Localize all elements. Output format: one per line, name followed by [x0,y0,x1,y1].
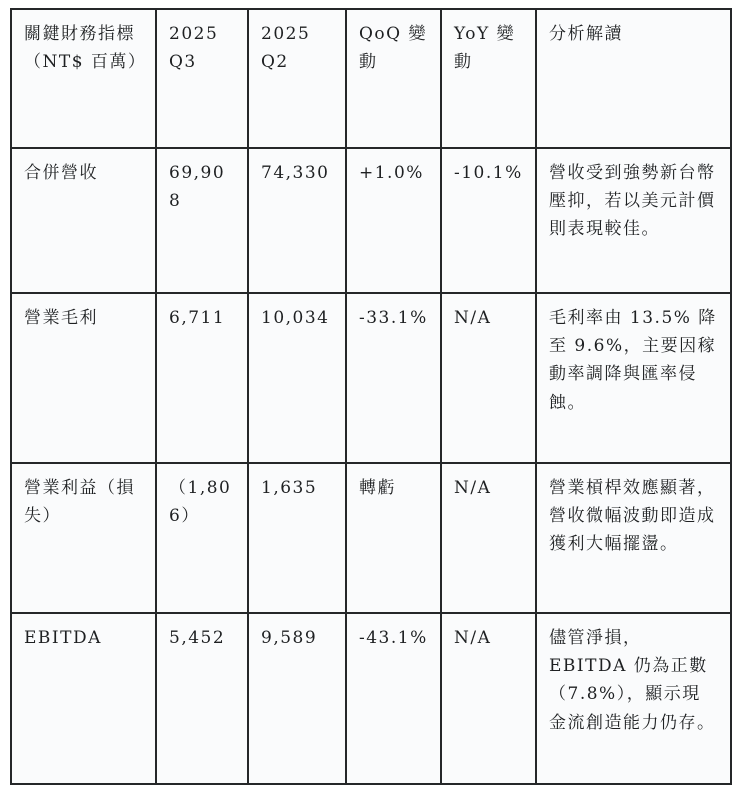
cell-analysis: 營業槓桿效應顯著，營收微幅波動即造成獲利大幅擺盪。 [536,463,731,613]
header-cell-indicator: 關鍵財務指標（NT$ 百萬） [11,9,156,148]
cell-analysis: 儘管淨損，EBITDA 仍為正數（7.8%），顯示現金流創造能力仍存。 [536,613,731,784]
cell-analysis: 營收受到強勢新台幣壓抑，若以美元計價則表現較佳。 [536,148,731,293]
table-row [11,463,731,613]
cell-q3-2025: 5,452 [156,613,248,784]
table-header-row [11,9,731,148]
cell-q2-2025: 74,330 [248,148,346,293]
cell-indicator: 營業利益（損失） [11,463,156,613]
table-row [11,613,731,784]
cell-yoy-change: N/A [441,613,536,784]
header-cell-q3-2025: 2025 Q3 [156,9,248,148]
header-cell-qoq-change: QoQ 變動 [346,9,441,148]
cell-q2-2025: 1,635 [248,463,346,613]
cell-q2-2025: 9,589 [248,613,346,784]
cell-analysis: 毛利率由 13.5% 降至 9.6%，主要因稼動率調降與匯率侵蝕。 [536,293,731,463]
cell-qoq-change: -43.1% [346,613,441,784]
cell-qoq-change: 轉虧 [346,463,441,613]
cell-yoy-change: N/A [441,293,536,463]
header-cell-yoy-change: YoY 變動 [441,9,536,148]
cell-yoy-change: -10.1% [441,148,536,293]
header-cell-q2-2025: 2025 Q2 [248,9,346,148]
header-cell-analysis: 分析解讀 [536,9,731,148]
cell-indicator: EBITDA [11,613,156,784]
financial-metrics-table [10,8,732,785]
cell-q3-2025: 6,711 [156,293,248,463]
cell-yoy-change: N/A [441,463,536,613]
cell-indicator: 營業毛利 [11,293,156,463]
cell-q3-2025: （1,806） [156,463,248,613]
cell-q2-2025: 10,034 [248,293,346,463]
cell-q3-2025: 69,908 [156,148,248,293]
table-row [11,148,731,293]
cell-indicator: 合併營收 [11,148,156,293]
cell-qoq-change: +1.0% [346,148,441,293]
table-row [11,293,731,463]
cell-qoq-change: -33.1% [346,293,441,463]
